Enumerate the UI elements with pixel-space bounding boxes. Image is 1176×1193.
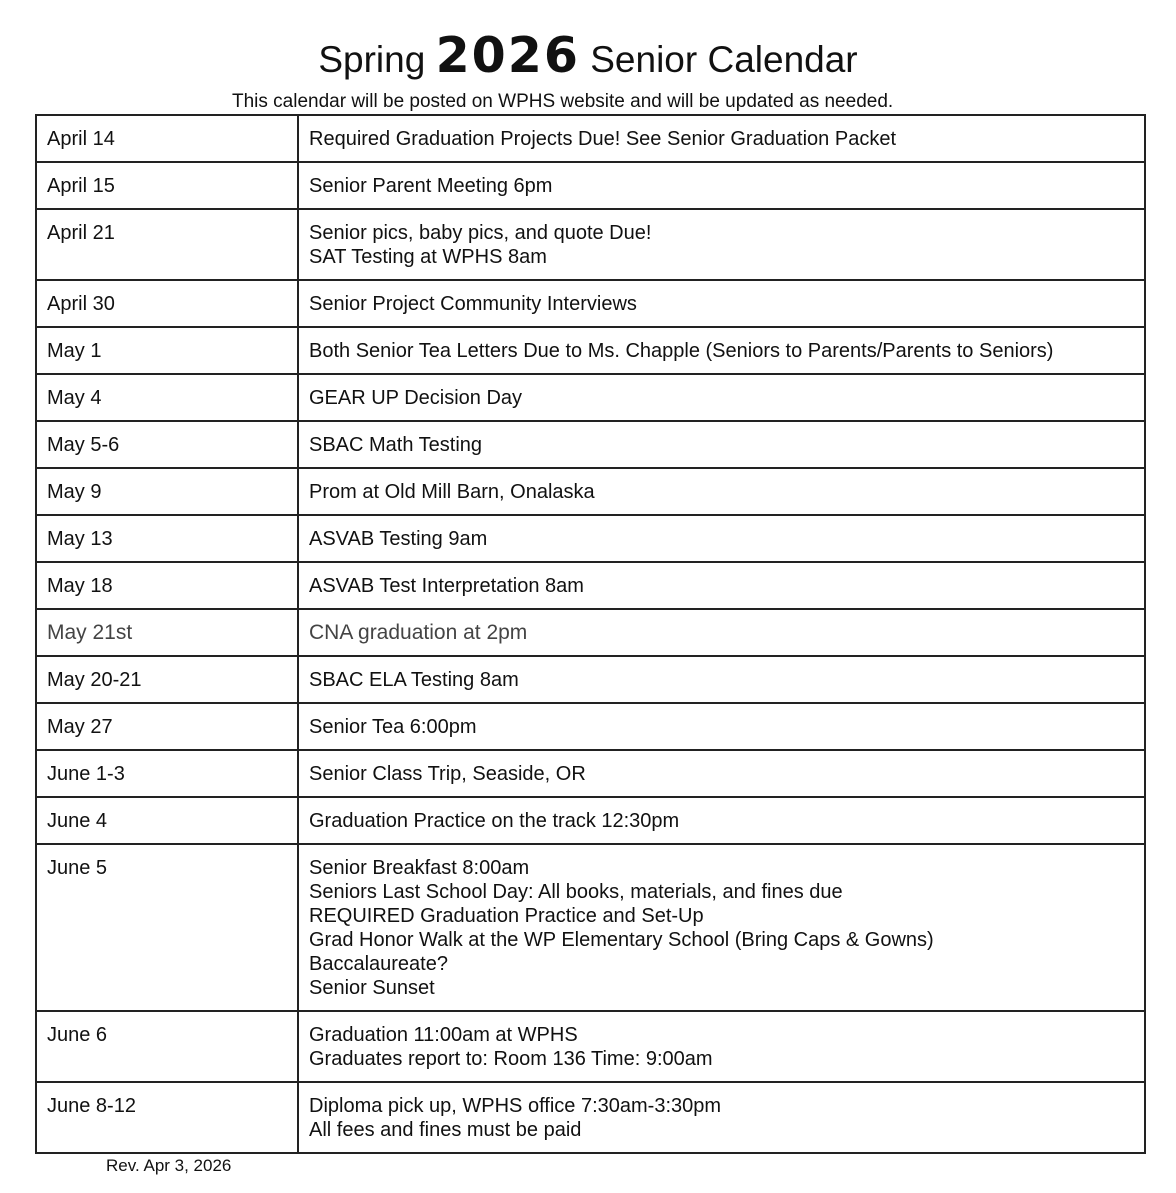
event-line: Prom at Old Mill Barn, Onalaska (309, 481, 595, 503)
event-line: Grad Honor Walk at the WP Elementary School (Bring Caps & Gowns) (309, 929, 934, 951)
event-cell (298, 162, 1145, 209)
date-cell: June 1-3 (36, 750, 298, 797)
event-cell (298, 562, 1145, 609)
event-line: Diploma pick up, WPHS office 7:30am-3:30pm (309, 1095, 722, 1117)
event-line: Senior Sunset (309, 977, 435, 999)
title-year: 2026 (435, 27, 580, 84)
event-cell (298, 515, 1145, 562)
event-cell (298, 703, 1145, 750)
event-line: Graduates report to: Room 136 Time: 9:00am (309, 1048, 713, 1070)
calendar-table (35, 114, 1146, 1154)
table-row (36, 750, 1145, 797)
event-line: Baccalaureate? (309, 953, 448, 975)
table-row (36, 280, 1145, 327)
table-row (36, 797, 1145, 844)
table-row (36, 327, 1145, 374)
event-cell (298, 797, 1145, 844)
event-line: Senior Tea 6:00pm (309, 716, 477, 738)
date-cell: June 8-12 (36, 1082, 298, 1153)
date-cell: April 21 (36, 209, 298, 280)
event-cell (298, 115, 1145, 162)
date-cell: June 4 (36, 797, 298, 844)
event-cell (298, 280, 1145, 327)
date-cell: May 27 (36, 703, 298, 750)
date-cell: June 5 (36, 844, 298, 1011)
event-line: SAT Testing at WPHS 8am (309, 246, 547, 268)
event-cell (298, 1082, 1145, 1153)
event-line: CNA graduation at 2pm (309, 621, 528, 644)
event-cell (298, 374, 1145, 421)
date-cell: May 21st (36, 609, 298, 656)
event-line: ASVAB Test Interpretation 8am (309, 575, 584, 597)
date-cell: April 14 (36, 115, 298, 162)
date-cell: May 9 (36, 468, 298, 515)
date-cell: May 4 (36, 374, 298, 421)
date-cell: May 13 (36, 515, 298, 562)
table-row (36, 844, 1145, 1011)
event-line: All fees and fines must be paid (309, 1119, 582, 1141)
event-line: Graduation Practice on the track 12:30pm (309, 810, 680, 832)
event-line: Both Senior Tea Letters Due to Ms. Chapple (Seniors to Parents/Parents to Seniors) (309, 340, 1054, 362)
table-row (36, 162, 1145, 209)
revision-note: Rev. Apr 3, 2026 (106, 1156, 232, 1175)
table-row (36, 609, 1145, 656)
table-row (36, 1082, 1145, 1153)
event-cell (298, 656, 1145, 703)
event-line: Senior Breakfast 8:00am (309, 857, 530, 879)
date-cell: April 30 (36, 280, 298, 327)
date-cell: June 6 (36, 1011, 298, 1082)
event-cell (298, 844, 1145, 1011)
table-row (36, 374, 1145, 421)
event-cell (298, 750, 1145, 797)
event-cell (298, 468, 1145, 515)
event-cell (298, 421, 1145, 468)
event-cell (298, 609, 1145, 656)
table-row (36, 656, 1145, 703)
page-title (0, 26, 1176, 90)
date-cell: May 20-21 (36, 656, 298, 703)
event-line: Senior pics, baby pics, and quote Due! (309, 222, 652, 244)
table-row (36, 421, 1145, 468)
event-line: ASVAB Testing 9am (309, 528, 488, 550)
event-line: Senior Class Trip, Seaside, OR (309, 763, 586, 785)
event-line: Seniors Last School Day: All books, materials, and fines due (309, 881, 843, 903)
table-row (36, 209, 1145, 280)
table-row (36, 115, 1145, 162)
title-prefix: Spring (318, 39, 426, 80)
event-cell (298, 327, 1145, 374)
event-line: GEAR UP Decision Day (309, 387, 523, 409)
table-row (36, 1011, 1145, 1082)
event-cell (298, 1011, 1145, 1082)
table-row (36, 515, 1145, 562)
event-line: Senior Project Community Interviews (309, 293, 637, 315)
page-subtitle: This calendar will be posted on WPHS website and will be updated as needed. (232, 91, 894, 112)
event-line: SBAC Math Testing (309, 434, 483, 456)
table-row (36, 703, 1145, 750)
table-row (36, 562, 1145, 609)
event-line: REQUIRED Graduation Practice and Set-Up (309, 905, 704, 927)
event-line: Senior Parent Meeting 6pm (309, 175, 553, 197)
event-cell (298, 209, 1145, 280)
event-line: Graduation 11:00am at WPHS (309, 1024, 578, 1046)
calendar-body (36, 115, 1145, 1153)
date-cell: May 18 (36, 562, 298, 609)
date-cell: May 5-6 (36, 421, 298, 468)
event-line: SBAC ELA Testing 8am (309, 669, 519, 691)
table-row (36, 468, 1145, 515)
title-suffix: Senior Calendar (590, 39, 858, 80)
event-line: Required Graduation Projects Due! See Senior Graduation Packet (309, 128, 897, 150)
date-cell: May 1 (36, 327, 298, 374)
date-cell: April 15 (36, 162, 298, 209)
